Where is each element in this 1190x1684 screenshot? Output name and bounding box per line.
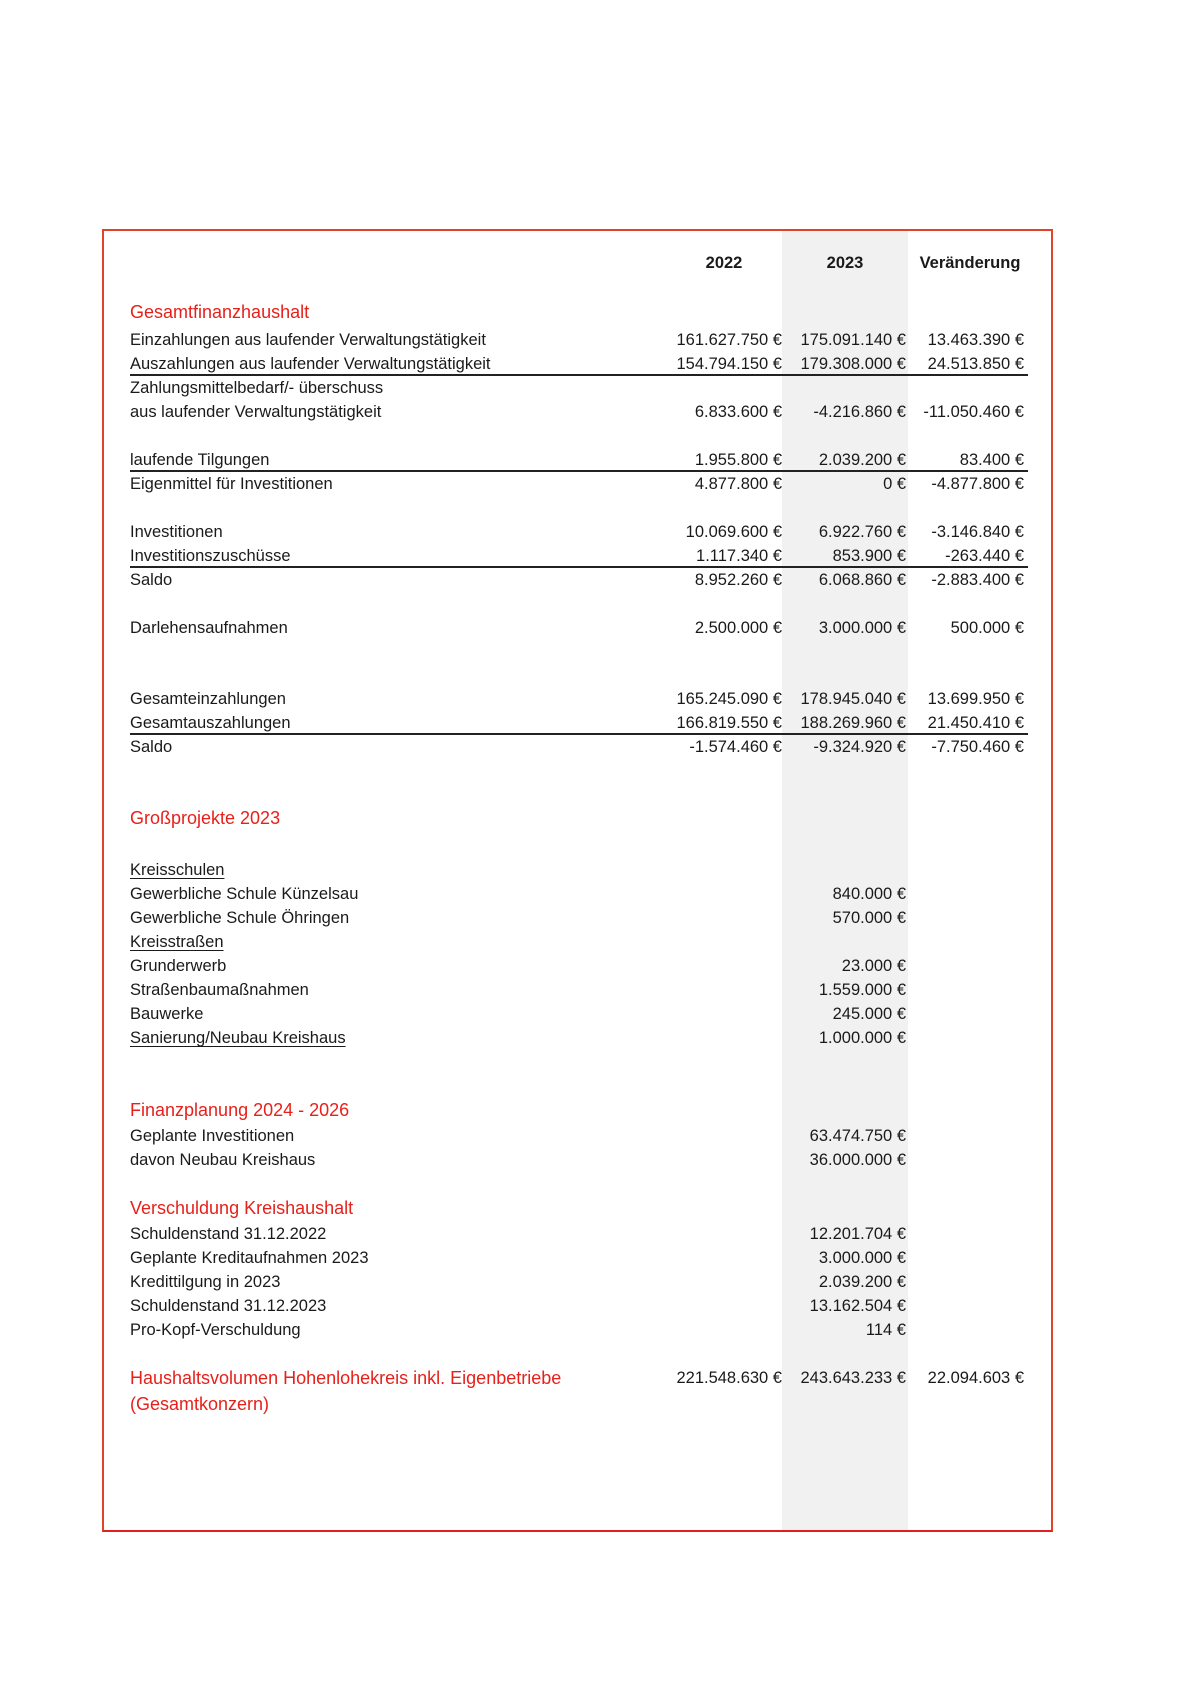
value-2023: 23.000 €	[841, 957, 906, 975]
table-row	[130, 520, 1028, 544]
section-title: Finanzplanung 2024 - 2026	[130, 1100, 350, 1120]
table-row	[130, 978, 1028, 1002]
value-change: 500.000 €	[950, 619, 1024, 637]
value-2023: 3.000.000 €	[818, 1249, 906, 1267]
value-2022: 8.952.260 €	[694, 571, 782, 589]
column-header-2023: 2023	[826, 254, 864, 272]
section-heading-verschuldung	[130, 1196, 1028, 1220]
subheading-kreisstrassen	[130, 930, 1028, 954]
row-label: Geplante Investitionen	[130, 1127, 295, 1145]
table-row	[130, 544, 1028, 568]
row-label: Schuldenstand 31.12.2023	[130, 1297, 327, 1315]
row-label: Gewerbliche Schule Künzelsau	[130, 885, 359, 903]
value-2023: 6.922.760 €	[818, 523, 906, 541]
haushaltsvolumen-title-line1: Haushaltsvolumen Hohenlohekreis inkl. Eigenbetriebe	[130, 1368, 562, 1388]
table-row	[130, 882, 1028, 906]
table-row	[130, 400, 1028, 424]
row-label: Kredittilgung in 2023	[130, 1273, 281, 1291]
value-change: -11.050.460 €	[923, 403, 1024, 421]
section-title: Verschuldung Kreishaushalt	[130, 1198, 354, 1218]
value-2022: -1.574.460 €	[689, 738, 782, 756]
value-change: -4.877.800 €	[931, 475, 1024, 493]
value-change: -2.883.400 €	[931, 571, 1024, 589]
value-2023: 179.308.000 €	[800, 355, 906, 373]
value-2023: 853.900 €	[832, 547, 906, 565]
table-row	[130, 448, 1028, 472]
value-2023: 188.269.960 €	[800, 714, 906, 732]
table-row	[130, 711, 1028, 735]
value-2023: 63.474.750 €	[809, 1127, 906, 1145]
value-change: 24.513.850 €	[927, 355, 1024, 373]
table-row	[130, 1148, 1028, 1172]
table-row	[130, 954, 1028, 978]
row-label: Kreisstraßen	[130, 933, 224, 951]
value-2023: 243.643.233 €	[800, 1369, 906, 1387]
table-row	[130, 906, 1028, 930]
table-row	[130, 1222, 1028, 1246]
value-2023: 6.068.860 €	[818, 571, 906, 589]
value-2022: 165.245.090 €	[676, 690, 782, 708]
table-row	[130, 1294, 1028, 1318]
table-row	[130, 1124, 1028, 1148]
value-2023: 12.201.704 €	[809, 1225, 906, 1243]
table-row	[130, 472, 1028, 496]
row-label: Schuldenstand 31.12.2022	[130, 1225, 327, 1243]
row-label: Saldo	[130, 738, 173, 756]
value-2023: 570.000 €	[832, 909, 906, 927]
row-label: Saldo	[130, 571, 173, 589]
value-2023: 178.945.040 €	[800, 690, 906, 708]
value-change: -263.440 €	[945, 547, 1024, 565]
haushaltsvolumen-title-line2: (Gesamtkonzern)	[130, 1394, 270, 1414]
row-label: Geplante Kreditaufnahmen 2023	[130, 1249, 369, 1267]
table-row	[130, 568, 1028, 592]
value-2023: 36.000.000 €	[809, 1151, 906, 1169]
table-row	[130, 1026, 1028, 1050]
value-2023: 245.000 €	[832, 1005, 906, 1023]
section-title: Gesamtfinanzhaushalt	[130, 302, 310, 322]
value-2023: 114 €	[865, 1321, 906, 1339]
value-2022: 6.833.600 €	[694, 403, 782, 421]
row-label: Straßenbaumaßnahmen	[130, 981, 309, 999]
table-row	[130, 616, 1028, 640]
table-row	[130, 1002, 1028, 1026]
row-label: Zahlungsmittelbedarf/- überschuss	[130, 379, 384, 397]
value-2023: 2.039.200 €	[818, 1273, 906, 1291]
value-2023: -4.216.860 €	[813, 403, 906, 421]
value-2023: 1.559.000 €	[818, 981, 906, 999]
value-change: 13.463.390 €	[927, 331, 1024, 349]
row-label: Grunderwerb	[130, 957, 227, 975]
value-2022: 2.500.000 €	[694, 619, 782, 637]
value-2022: 166.819.550 €	[676, 714, 782, 732]
haushaltsvolumen-row	[130, 1366, 1028, 1390]
column-header-change: Veränderung	[919, 254, 1021, 272]
row-label: Darlehensaufnahmen	[130, 619, 288, 637]
value-2022: 4.877.800 €	[694, 475, 782, 493]
table-row	[130, 1270, 1028, 1294]
value-2022: 1.117.340 €	[696, 547, 782, 565]
value-2023: -9.324.920 €	[813, 738, 906, 756]
row-label: Kreisschulen	[130, 861, 225, 879]
table-row	[130, 1246, 1028, 1270]
table-row	[130, 1318, 1028, 1342]
row-label: Gesamtauszahlungen	[130, 714, 291, 732]
value-2023: 3.000.000 €	[818, 619, 906, 637]
value-2023: 1.000.000 €	[818, 1029, 906, 1047]
value-change: -3.146.840 €	[931, 523, 1024, 541]
value-change: 13.699.950 €	[927, 690, 1024, 708]
row-label: Bauwerke	[130, 1005, 204, 1023]
row-label: davon Neubau Kreishaus	[130, 1151, 316, 1169]
row-label: Sanierung/Neubau Kreishaus	[130, 1029, 346, 1047]
haushaltsvolumen-subtitle-row	[130, 1392, 1028, 1416]
row-label: Gewerbliche Schule Öhringen	[130, 909, 350, 927]
section-heading-finanzplanung	[130, 1098, 1028, 1122]
value-change: 22.094.603 €	[927, 1369, 1024, 1387]
value-2022: 1.955.800 €	[694, 451, 782, 469]
row-label: Investitionszuschüsse	[130, 547, 291, 565]
table-row	[130, 735, 1028, 759]
table-row	[130, 687, 1028, 711]
table-row	[130, 352, 1028, 376]
section-heading-gesamtfinanzhaushalt	[130, 300, 1028, 324]
table-row	[130, 328, 1028, 352]
value-change: 83.400 €	[959, 451, 1024, 469]
row-label: Eigenmittel für Investitionen	[130, 475, 333, 493]
subheading-kreisschulen	[130, 858, 1028, 882]
value-change: 21.450.410 €	[927, 714, 1024, 732]
row-label: Investitionen	[130, 523, 223, 541]
value-2022: 161.627.750 €	[676, 331, 782, 349]
column-header-2022: 2022	[705, 254, 743, 272]
row-label: Einzahlungen aus laufender Verwaltungstätigkeit	[130, 331, 486, 349]
section-heading-grossprojekte	[130, 806, 1028, 830]
row-label: laufende Tilgungen	[130, 451, 270, 469]
value-change: -7.750.460 €	[931, 738, 1024, 756]
row-label: Auszahlungen aus laufender Verwaltungstätigkeit	[130, 355, 491, 373]
row-label: aus laufender Verwaltungstätigkeit	[130, 403, 382, 421]
row-label: Pro-Kopf-Verschuldung	[130, 1321, 301, 1339]
value-2023: 175.091.140 €	[800, 331, 906, 349]
value-2023: 13.162.504 €	[809, 1297, 906, 1315]
value-2023: 0 €	[883, 475, 906, 493]
value-2022: 10.069.600 €	[685, 523, 782, 541]
value-2023: 840.000 €	[832, 885, 906, 903]
section-title: Großprojekte 2023	[130, 808, 281, 828]
value-2023: 2.039.200 €	[818, 451, 906, 469]
value-2022: 221.548.630 €	[676, 1369, 782, 1387]
value-2022: 154.794.150 €	[676, 355, 782, 373]
row-label: Gesamteinzahlungen	[130, 690, 286, 708]
table-row	[130, 376, 1028, 400]
